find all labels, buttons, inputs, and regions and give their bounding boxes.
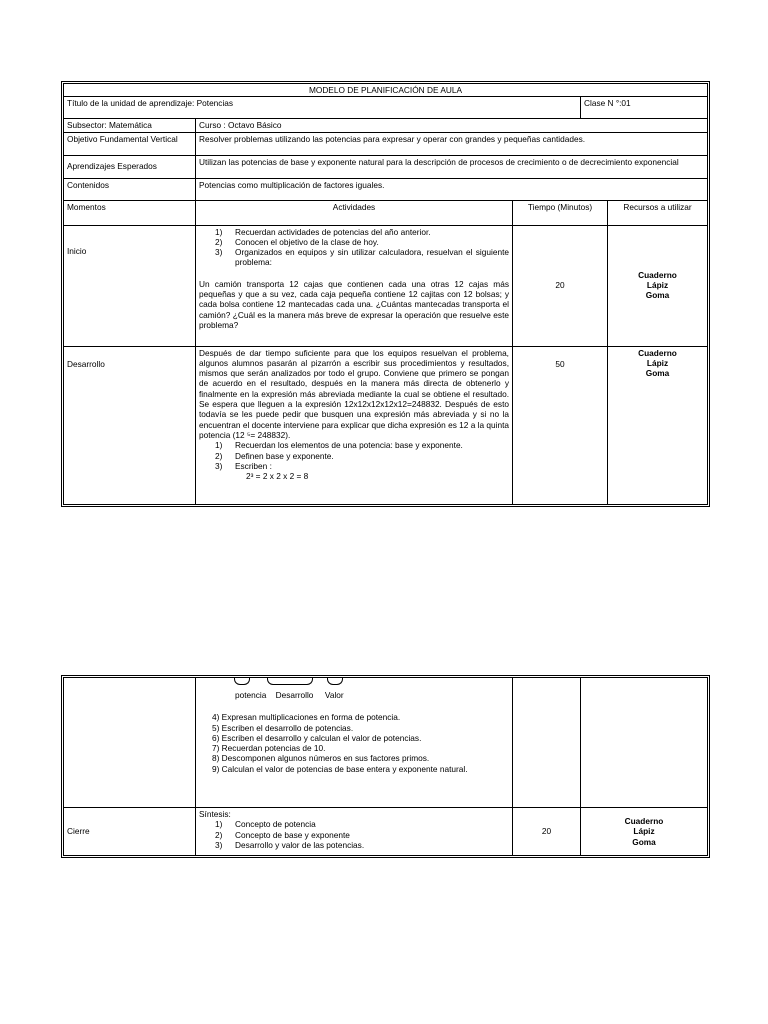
class-number: Clase N °:01 <box>581 97 708 119</box>
brace-labels: potencia Desarrollo Valor <box>235 690 344 700</box>
momento-desarrollo: Desarrollo <box>64 346 196 504</box>
header-recursos: Recursos a utilizar <box>608 200 708 225</box>
list-item: 1) Recuerdan los elementos de una potencia: base y exponente. <box>215 440 463 451</box>
desarrollo-activities <box>196 346 513 504</box>
header-actividades: Actividades <box>196 200 513 225</box>
brace-marks <box>199 678 509 690</box>
list-item: 7) Recuerdan potencias de 10. <box>212 743 326 754</box>
list-item: 3) Escriben : <box>215 460 272 471</box>
list-item: 2) Definen base y exponente. <box>215 450 334 461</box>
recursos-empty <box>581 678 708 808</box>
table-row <box>64 678 708 808</box>
list-item: 3) Organizados en equipos y sin utilizar calculadora, resuelvan el siguiente problema: <box>215 247 509 268</box>
list-item: 9) Calculan el valor de potencias de base entera y exponente natural. <box>212 763 468 774</box>
cierre-tiempo: 20 <box>513 808 581 856</box>
desarrollo-recursos: Cuaderno Lápiz Goma <box>608 346 708 504</box>
momento-cierre: Cierre <box>64 808 196 856</box>
aprendizajes-text: Utilizan las potencias de base y exponente natural para la descripción de procesos de crecimiento o de decrecimiento exponencial <box>196 155 708 178</box>
inicio-recursos: Cuaderno Lápiz Goma <box>608 225 708 346</box>
list-item: 2) Concepto de base y exponente <box>215 829 350 840</box>
tiempo-empty <box>513 678 581 808</box>
desarrollo-tiempo: 50 <box>513 346 608 504</box>
brace-potencia <box>234 678 250 685</box>
brace-desarrollo <box>267 678 313 685</box>
continuation-activities <box>196 678 513 808</box>
table-row <box>64 225 708 346</box>
momento-empty <box>64 678 196 808</box>
table-row <box>64 808 708 856</box>
desarrollo-paragraph: Después de dar tiempo suficiente para que los equipos resuelvan el problema, algunos alumnos pasarán al pizarrón a escribir sus procedimientos y resultados, mismos que serán analizados por todo el grupo. Conviene que primero se pongan de acuerdo en el resultado, después en la manera más directa de obtenerlo y finalmente en la expresión más abreviada mediante la cual se obtiene el resultado. Se espera que lleguen a la expresión 12x12x12x12x12=248832. Después de esto todavía se les puede pedir que busquen una expresión más abreviada y si no la encuentran el docente interviene para explicar que dicha expresión es 12 a la quinta potencia (12 ⁵= 248832). <box>199 347 509 440</box>
planning-table <box>63 83 708 505</box>
list-item: 3) Desarrollo y valor de las potencias. <box>215 839 365 850</box>
momento-inicio: Inicio <box>64 225 196 346</box>
cierre-recursos: Cuaderno Lápiz Goma <box>581 808 708 856</box>
cierre-activities <box>196 808 513 856</box>
contenidos-label: Contenidos <box>64 178 196 200</box>
inicio-activities <box>196 225 513 346</box>
curso-cell: Curso : Octavo Básico <box>196 119 708 132</box>
contenidos-text: Potencias como multiplicación de factores iguales. <box>196 178 708 200</box>
list-item: 2) Conocen el objetivo de la clase de hoy. <box>215 236 379 247</box>
objetivo-label: Objetivo Fundamental Vertical <box>64 132 196 155</box>
inicio-list <box>199 227 509 268</box>
planning-table-continued <box>63 677 708 856</box>
list-item: 8) Descomponen algunos números en sus factores primos. <box>212 753 430 764</box>
list-item: 6) Escriben el desarrollo y calculan el valor de potencias. <box>212 732 422 743</box>
table-title: MODELO DE PLANIFICACIÓN DE AULA <box>64 84 708 97</box>
subsector-cell: Subsector: Matemática <box>64 119 196 132</box>
objetivo-text: Resolver problemas utilizando las potencias para expresar y operar con grandes y pequeñas cantidades. <box>196 132 708 155</box>
unit-title: Título de la unidad de aprendizaje: Potencias <box>64 97 581 119</box>
brace-valor <box>327 678 343 685</box>
problem-text: Un camión transporta 12 cajas que contienen cada una otras 12 cajas más pequeñas y que a su vez, cada caja pequeña contiene 12 cajitas con 12 bolsas; y cada bolsa contiene 12 mantecadas cada una. ¿Cuántas mantecadas transporta el camión? ¿Cuál es la manera más breve de expresar la operación que resuelve este problema? <box>199 278 509 330</box>
header-momentos: Momentos <box>64 200 196 225</box>
desarrollo-list <box>199 440 509 471</box>
continuation-list <box>199 712 509 774</box>
list-item: 1) Concepto de potencia <box>215 819 316 830</box>
list-item: 5) Escriben el desarrollo de potencias. <box>212 722 354 733</box>
aprendizajes-label: Aprendizajes Esperados <box>64 155 196 178</box>
sintesis-label: Síntesis: <box>199 809 231 819</box>
list-item: 1) Recuerdan actividades de potencias del año anterior. <box>215 226 431 237</box>
table-row <box>64 346 708 504</box>
power-formula: 2³ = 2 x 2 x 2 = 8 <box>246 471 309 482</box>
cierre-list <box>199 819 509 850</box>
inicio-tiempo: 20 <box>513 225 608 346</box>
list-item: 4) Expresan multiplicaciones en forma de potencia. <box>212 712 401 723</box>
header-tiempo: Tiempo (Minutos) <box>513 200 608 225</box>
